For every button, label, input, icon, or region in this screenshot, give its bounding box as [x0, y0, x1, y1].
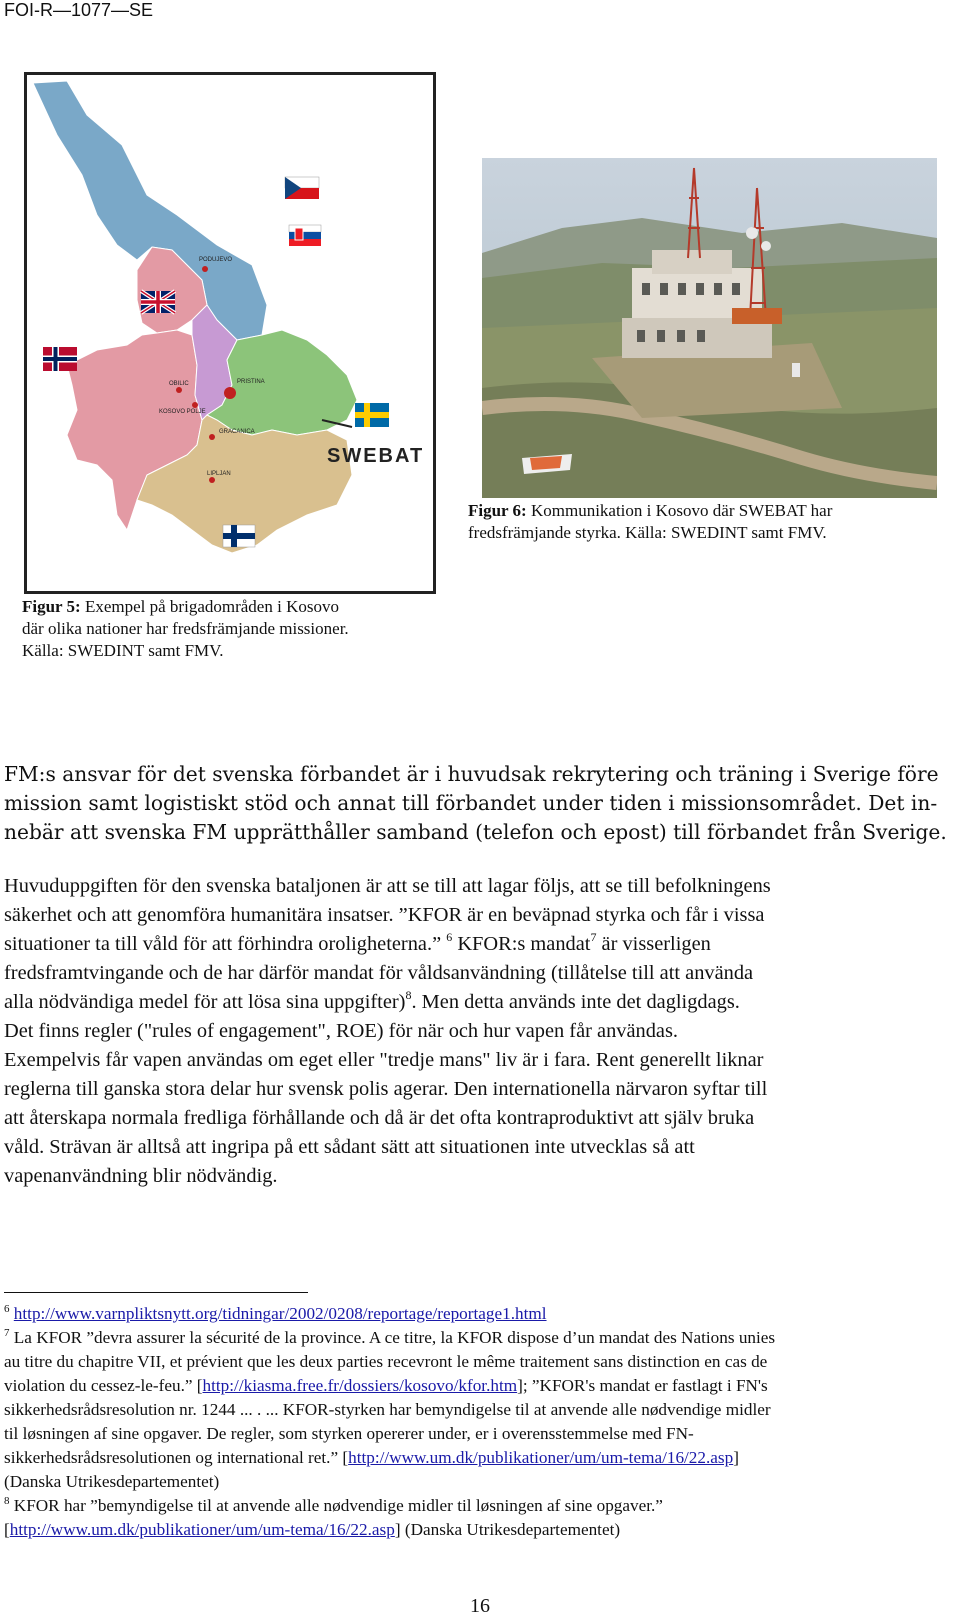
- figure6-caption-line: Kommunikation i Kosovo där SWEBAT har: [526, 501, 833, 520]
- text-span: La KFOR ”devra assurer la sécurité de la province. A ce titre, la KFOR dispose d’un mandat des Nations unies: [9, 1328, 776, 1347]
- text-line: til løsningen af sine opgaver. De regler, som styrken opererer under, er i overensstemmelse med FN-: [4, 1424, 694, 1443]
- map-city-label: KOSOVO POLJE: [159, 409, 206, 415]
- text-span: situationer ta till våld för att förhindra oroligheterna.”: [4, 933, 447, 955]
- page-number: 16: [470, 1595, 490, 1617]
- map-city-label: GRACANICA: [219, 429, 255, 435]
- footnote-divider: [4, 1292, 308, 1293]
- text-line: (Danska Utrikesdepartementet): [4, 1472, 220, 1491]
- footnote-number: 6: [4, 1303, 10, 1315]
- map-city-label: PRISTINA: [237, 379, 265, 385]
- text-line: [4, 930, 959, 959]
- footnote-ref-8[interactable]: 8: [405, 988, 412, 1002]
- paragraph-responsibility: [4, 760, 959, 847]
- map-city-label: OBILIC: [169, 381, 189, 387]
- swebat-label: SWEBAT: [327, 445, 425, 467]
- text-span: KFOR:s mandat: [452, 933, 591, 955]
- finland-flag-icon: [223, 525, 255, 547]
- footnote-ref-7[interactable]: 7: [590, 930, 597, 944]
- text-line: nebär att svenska FM upprätthåller samband (telefon och epost) till förbandet från Sverige.: [4, 820, 947, 844]
- uk-flag-icon: [141, 291, 175, 313]
- text-span: violation du cessez-le-feu.” [: [4, 1376, 203, 1395]
- figure5-caption-line: Källa: SWEDINT samt FMV.: [22, 641, 224, 660]
- footnote-number: 7: [4, 1327, 10, 1339]
- document-id: FOI-R—1077—SE: [4, 0, 154, 20]
- footnotes: [4, 1302, 959, 1542]
- figure5-caption: [22, 596, 442, 662]
- text-span: [: [4, 1520, 10, 1539]
- footnote-ref-6[interactable]: 6: [446, 930, 453, 944]
- text-span: är visserligen: [596, 933, 711, 955]
- text-line: FM:s ansvar för det svenska förbandet är i huvudsak rekrytering och träning i Sverige före: [4, 762, 939, 786]
- text-line: Exempelvis får vapen användas om eget eller "tredje mans" liv är i fara. Rent generellt liknar: [4, 1049, 764, 1071]
- figure6-caption: [468, 500, 928, 544]
- text-line: att återskapa normala fredliga förhållande och då är det ofta kontraproduktivt att själv bruka: [4, 1107, 755, 1129]
- footnote-number: 8: [4, 1495, 10, 1507]
- footnote-7-link-kiasma[interactable]: http://kiasma.free.fr/dossiers/kosovo/kfor.htm: [202, 1376, 518, 1395]
- text-line: våld. Strävan är alltså att ingripa på ett sådant sätt att situationen inte utvecklas så att: [4, 1136, 695, 1158]
- text-span: sikkerhedsrådsresolutionen og international ret.” [: [4, 1448, 349, 1467]
- brigade-map-figure: [24, 72, 436, 594]
- slovak-flag-icon: [289, 225, 321, 246]
- text-span: KFOR har ”bemyndigelse til at anvende alle nødvendige midler til løsningen af sine opgaver.”: [9, 1496, 663, 1515]
- figure5-caption-line: Exempel på brigadområden i Kosovo: [80, 597, 339, 616]
- footnote-7: [4, 1326, 959, 1494]
- text-span: ]: [733, 1448, 739, 1467]
- figure5-caption-line: där olika nationer har fredsfrämjande missioner.: [22, 619, 349, 638]
- figure5-label: Figur 5:: [22, 597, 81, 616]
- text-line: Huvuduppgiften för den svenska bataljonen är att se till att lagar följs, att se till befolkningens: [4, 875, 771, 897]
- footnote-8-link[interactable]: http://www.um.dk/publikationer/um/um-tema/16/22.asp: [9, 1520, 395, 1539]
- figure6-caption-line: fredsfrämjande styrka. Källa: SWEDINT samt FMV.: [468, 523, 827, 542]
- footnote-8: [4, 1494, 959, 1542]
- text-span: ] (Danska Utrikesdepartementet): [394, 1520, 621, 1539]
- text-line: vapenanvändning blir nödvändig.: [4, 1165, 278, 1187]
- sweden-flag-icon: [355, 403, 389, 427]
- text-line: reglerna till ganska stora delar hur svensk polis agerar. Den internationella närvaron syftar till: [4, 1078, 768, 1100]
- text-line: mission samt logistiskt stöd och annat till förbandet under tiden i missionsområdet. Det in-: [4, 791, 938, 815]
- kosovo-map-image: [27, 75, 433, 591]
- text-span: . Men detta används inte det dagligdags.: [411, 991, 740, 1013]
- paragraph-main-task: [4, 872, 959, 1191]
- text-span: ]; ”KFOR's mandat er fastlagt i FN's: [517, 1376, 768, 1395]
- map-city-label: LIPLJAN: [207, 471, 231, 477]
- text-line: [4, 988, 959, 1017]
- map-city-label: PODUJEVO: [199, 257, 233, 263]
- footnote-6-link[interactable]: http://www.varnpliktsnytt.org/tidningar/2002/0208/reportage/reportage1.html: [13, 1304, 547, 1323]
- communication-station-photo: [482, 158, 937, 498]
- text-line: au titre du chapitre VII, et prévient que les deux parties recevront le même traitement sans distinction en cas de: [4, 1352, 768, 1371]
- text-line: säkerhet och att genomföra humanitära insatser. ”KFOR är en beväpnad styrka och får i vissa: [4, 904, 765, 926]
- czech-flag-icon: [285, 177, 319, 199]
- norway-flag-icon: [43, 347, 77, 371]
- footnote-7-link-um[interactable]: http://www.um.dk/publikationer/um/um-tema/16/22.asp: [348, 1448, 734, 1467]
- text-line: sikkerhedsrådsresolution nr. 1244 ... . ... KFOR-styrken har bemyndigelse til at anvende alle nødvendige midler: [4, 1400, 771, 1419]
- text-line: Det finns regler ("rules of engagement", ROE) för när och hur vapen får användas.: [4, 1020, 678, 1042]
- figure6-label: Figur 6:: [468, 501, 527, 520]
- footnote-6: [4, 1302, 959, 1326]
- text-span: alla nödvändiga medel för att lösa sina uppgifter): [4, 991, 406, 1013]
- text-line: fredsframtvingande och de har därför mandat för våldsanvändning (tillåtelse till att använda: [4, 962, 754, 984]
